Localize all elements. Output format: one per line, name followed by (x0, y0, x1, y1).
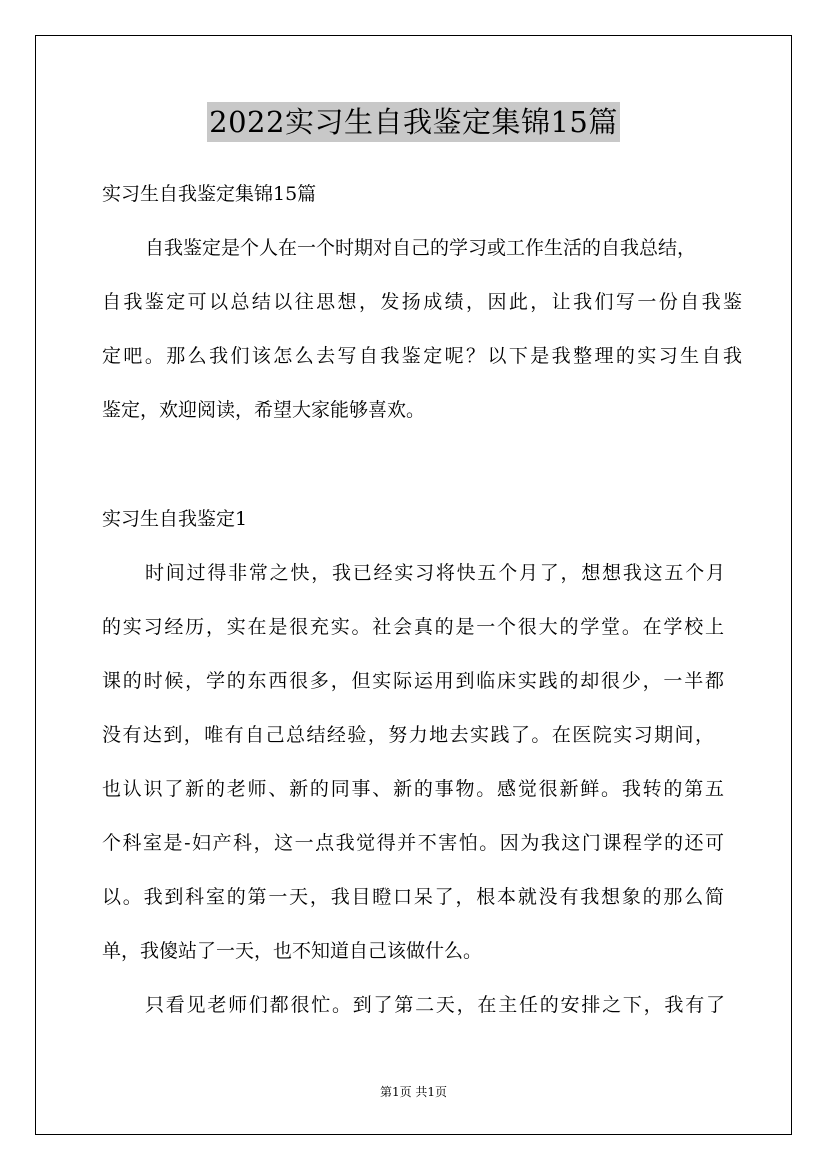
intro-line-3: 定吧。那么我们该怎么去写自我鉴定呢？以下是我整理的实习生自我 (102, 345, 742, 367)
section-line-7: 以。我到科室的第一天，我目瞪口呆了，根本就没有我想象的那么简 (102, 886, 724, 908)
document-title: 2022实习生自我鉴定集锦15篇 (207, 102, 620, 142)
page-footer: 第1页 共1页 (379, 1085, 448, 1099)
intro-line-1: 自我鉴定是个人在一个时期对自己的学习或工作生活的自我总结， (145, 237, 697, 259)
section-line-8: 单，我傻站了一天，也不知道自己该做什么。 (102, 940, 483, 962)
section-line-4: 没有达到，唯有自己总结经验，努力地去实践了。在医院实习期间， (102, 724, 714, 746)
section-heading: 实习生自我鉴定1 (102, 508, 248, 530)
section-line-2: 的实习经历，实在是很充实。社会真的是一个很大的学堂。在学校上 (102, 616, 724, 638)
section-line-9: 只看见老师们都很忙。到了第二天，在主任的安排之下，我有了 (145, 994, 725, 1016)
section-line-1: 时间过得非常之快，我已经实习将快五个月了，想想我这五个月 (145, 562, 725, 584)
section-line-6: 个科室是-妇产科，这一点我觉得并不害怕。因为我这门课程学的还可 (102, 832, 724, 854)
intro-line-4: 鉴定，欢迎阅读，希望大家能够喜欢。 (102, 399, 426, 421)
section-line-5: 也认识了新的老师、新的同事、新的事物。感觉很新鲜。我转的第五 (102, 778, 724, 800)
subtitle: 实习生自我鉴定集锦15篇 (102, 183, 317, 205)
title-container (0, 102, 827, 142)
section-line-3: 课的时候，学的东西很多，但实际运用到临床实践的却很少，一半都 (102, 670, 724, 692)
intro-line-2: 自我鉴定可以总结以往思想，发扬成绩，因此，让我们写一份自我鉴 (102, 291, 742, 313)
